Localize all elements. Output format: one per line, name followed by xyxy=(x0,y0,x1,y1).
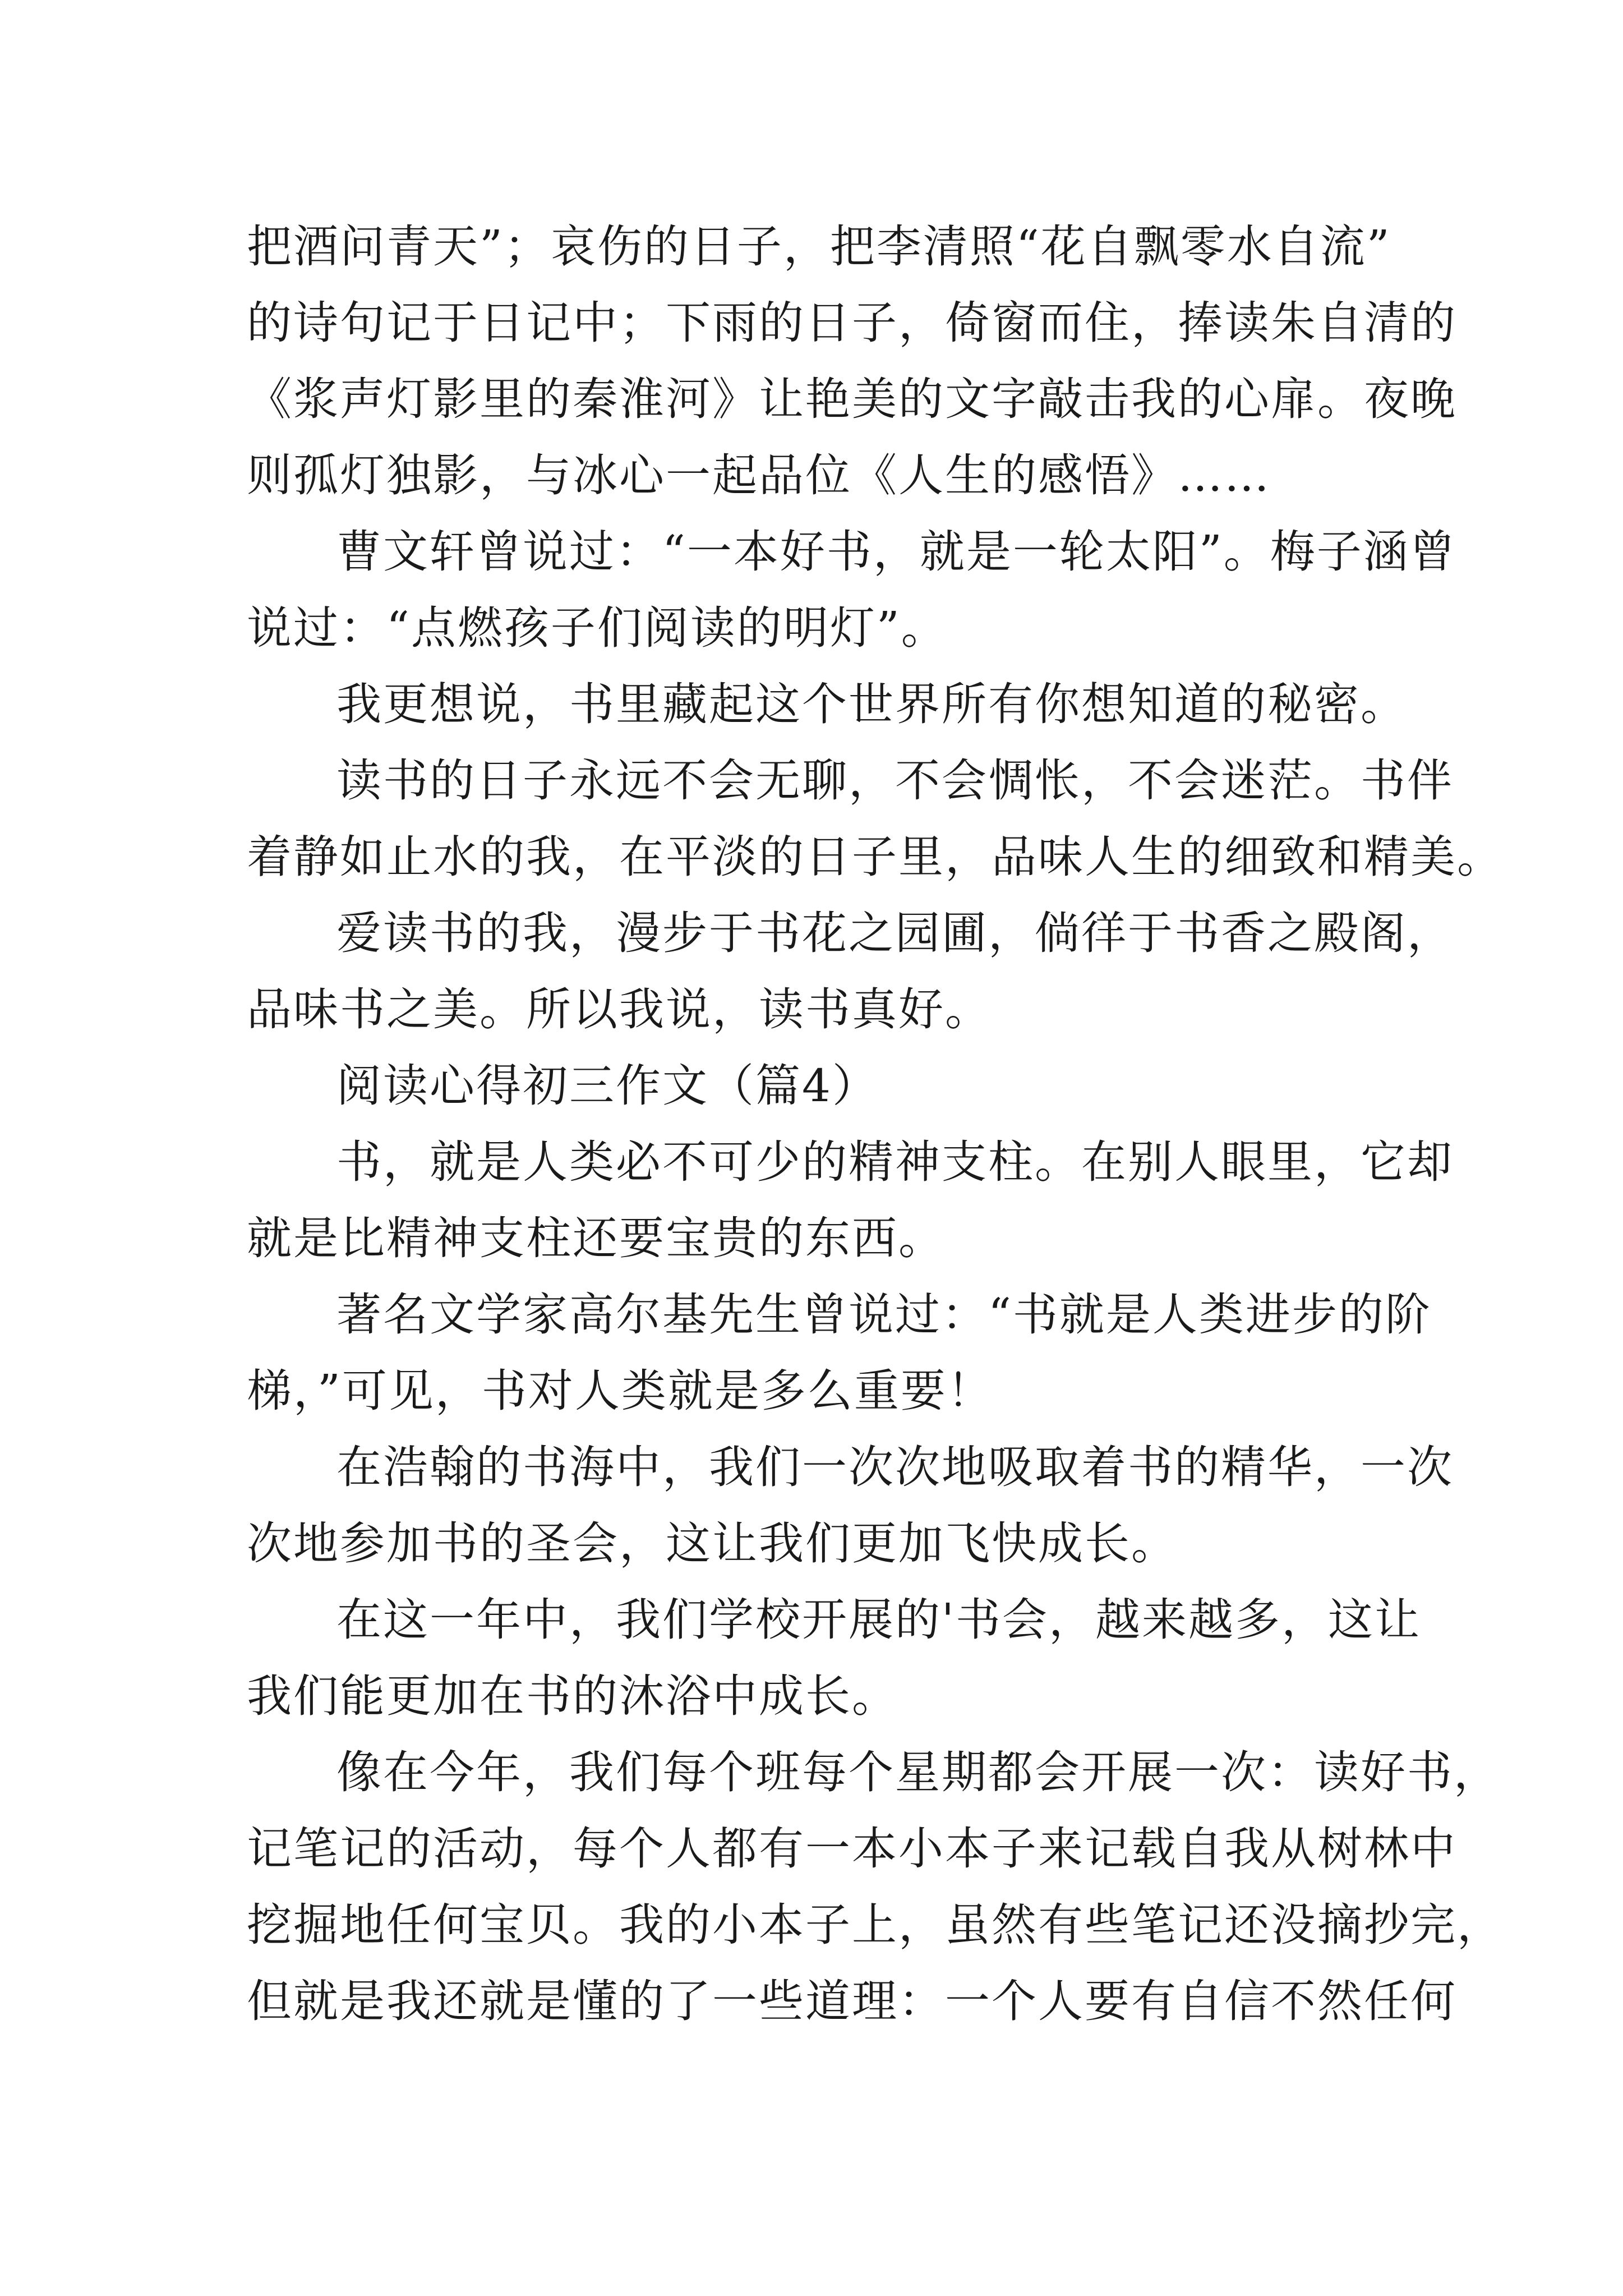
text-line: 品味书之美。所以我说，读书真好。 xyxy=(247,983,992,1036)
text-line: 《浆声灯影里的秦淮河》让艳美的文字敲击我的心扉。夜晚 xyxy=(247,373,1457,425)
text-line: 把酒问青天”；哀伤的日子，把李清照“花自飘零水自流” xyxy=(247,220,1391,273)
text-line: 说过：“点燃孩子们阅读的明灯”。 xyxy=(247,602,948,654)
text-line: 就是比精神支柱还要宝贵的东西。 xyxy=(247,1212,945,1264)
text-line: 则孤灯独影，与冰心一起品位《人生的感悟》…… xyxy=(247,449,1271,501)
text-line: 在这一年中，我们学校开展的'书会，越来越多，这让 xyxy=(336,1594,1421,1646)
text-line: 著名文学家高尔基先生曾说过：“书就是人类进步的阶 xyxy=(336,1289,1432,1341)
text-line: 阅读心得初三作文（篇4） xyxy=(336,1060,879,1112)
text-line: 次地参加书的圣会，这让我们更加飞快成长。 xyxy=(247,1517,1178,1570)
text-line: 着静如止水的我，在平淡的日子里，品味人生的细致和精美。 xyxy=(247,831,1504,883)
text-line: 在浩翰的书海中，我们一次次地吸取着书的精华，一次 xyxy=(336,1441,1454,1493)
text-line: 书，就是人类必不可少的精神支柱。在别人眼里，它却 xyxy=(336,1136,1454,1188)
text-line: 我更想说，书里藏起这个世界所有你想知道的秘密。 xyxy=(336,678,1407,730)
text-line: 读书的日子永远不会无聊，不会惆怅，不会迷茫。书伴 xyxy=(336,754,1454,807)
document-body xyxy=(247,209,1504,2040)
text-line: 记笔记的活动，每个人都有一本小本子来记载自我从树林中 xyxy=(247,1823,1457,1875)
text-line: 我们能更加在书的沐浴中成长。 xyxy=(247,1670,898,1722)
text-line: 像在今年，我们每个班每个星期都会开展一次：读好书， xyxy=(336,1746,1500,1798)
text-line: 爱读书的我，漫步于书花之园圃，倘徉于书香之殿阁， xyxy=(336,907,1454,959)
text-line: 的诗句记于日记中；下雨的日子，倚窗而住，捧读朱自清的 xyxy=(247,297,1457,349)
text-line: 梯，”可见，书对人类就是多么重要！ xyxy=(247,1365,994,1417)
text-line: 曹文轩曾说过：“一本好书，就是一轮太阳”。梅子涵曾 xyxy=(336,526,1456,578)
text-line: 挖掘地任何宝贝。我的小本子上，虽然有些笔记还没摘抄完， xyxy=(247,1899,1504,1951)
text-line: 但就是我还就是懂的了一些道理：一个人要有自信不然任何 xyxy=(247,1975,1457,2027)
